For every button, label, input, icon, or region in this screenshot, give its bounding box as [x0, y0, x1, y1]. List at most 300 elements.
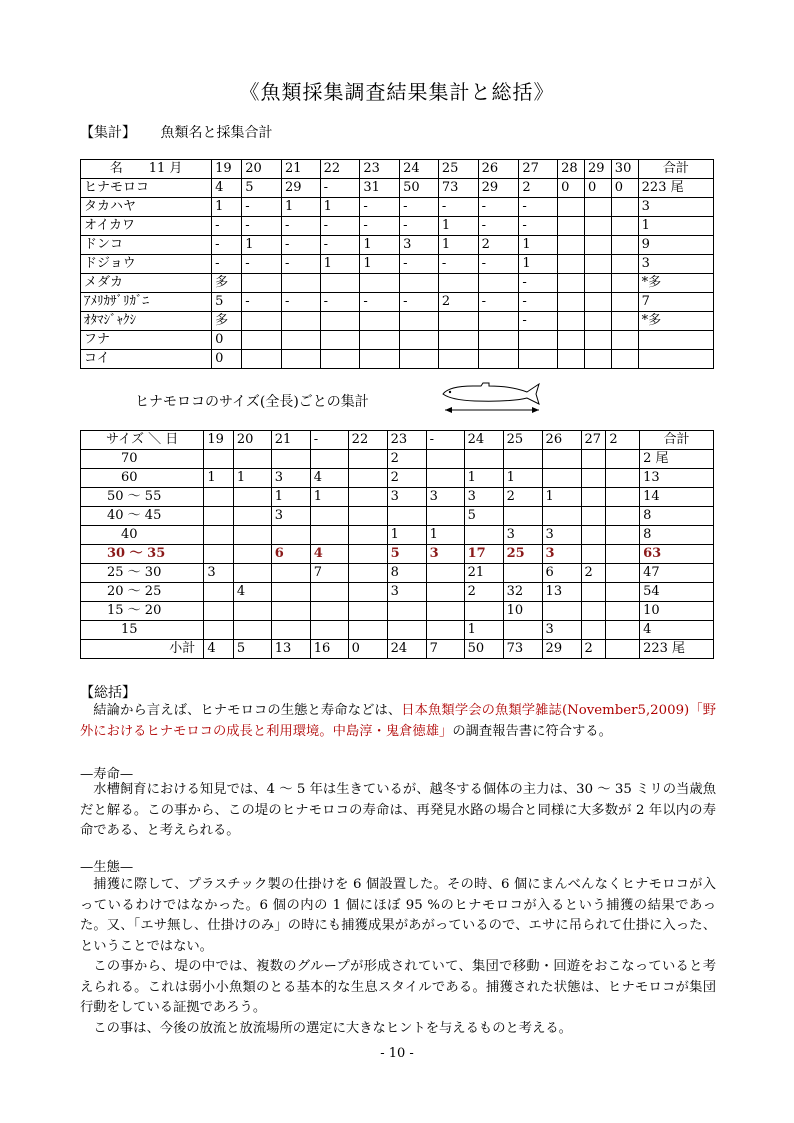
row-label-cell: ｱﾒﾘｶｻﾞﾘｶﾞﾆ [81, 293, 212, 312]
table-cell [606, 450, 640, 469]
table-cell [242, 274, 282, 293]
table-cell: - [360, 217, 400, 236]
table-cell [584, 236, 611, 255]
table-cell [503, 621, 542, 640]
section-subtitle: 魚類名と採集合計 [160, 125, 273, 141]
table-cell [426, 621, 464, 640]
header-day-cell: - [310, 431, 348, 450]
table-cell: 0 [348, 640, 387, 659]
table-cell [558, 293, 585, 312]
table-cell [606, 602, 640, 621]
table-row [81, 350, 714, 369]
table-row [81, 583, 714, 602]
table-cell [519, 331, 558, 350]
table-cell [584, 255, 611, 274]
table-cell: 0 [212, 331, 242, 350]
table-cell: 0 [558, 179, 585, 198]
table-cell: 21 [464, 564, 503, 583]
table-cell [400, 331, 439, 350]
header-day-cell: 27 [519, 160, 558, 179]
table-cell: - [478, 293, 519, 312]
table-cell: 1 [310, 488, 348, 507]
conclusion-text: 結論から言えば、ヒナモロコの生態と寿命などは、 [93, 703, 402, 718]
row-total-cell [638, 350, 713, 369]
row-label-cell: 25 ～ 30 [81, 564, 204, 583]
header-day-cell: 26 [478, 160, 519, 179]
table-cell [581, 469, 606, 488]
header-day-cell: 24 [400, 160, 439, 179]
table-cell: - [242, 293, 282, 312]
table-cell: 10 [503, 602, 542, 621]
row-label-cell: ヒナモロコ [81, 179, 212, 198]
table-row [81, 312, 714, 331]
table-cell [558, 331, 585, 350]
table-cell: 1 [503, 469, 542, 488]
table-cell [426, 564, 464, 583]
table-cell: 3 [542, 545, 581, 564]
table-cell: 1 [387, 526, 426, 545]
table-cell: 多 [212, 274, 242, 293]
table-row [81, 602, 714, 621]
table-cell [233, 488, 271, 507]
table-cell [271, 526, 310, 545]
species-catch-table [80, 159, 714, 369]
row-total-cell: 8 [640, 507, 714, 526]
table-cell [581, 583, 606, 602]
header-total-cell: 合計 [638, 160, 713, 179]
header-day-cell: 20 [233, 431, 271, 450]
table-cell [204, 583, 234, 602]
table-cell: 73 [438, 179, 478, 198]
table-row [81, 331, 714, 350]
section-heading-tally [80, 122, 292, 142]
table-cell: 3 [426, 545, 464, 564]
table-cell [581, 602, 606, 621]
row-total-cell: 223 尾 [638, 179, 713, 198]
table-cell [233, 526, 271, 545]
header-day-cell: - [426, 431, 464, 450]
table-cell: 17 [464, 545, 503, 564]
table-cell: 29 [542, 640, 581, 659]
row-label-cell: ドジョウ [81, 255, 212, 274]
table-cell [426, 583, 464, 602]
table-cell [584, 198, 611, 217]
table-cell: 2 [464, 583, 503, 602]
row-total-cell: 14 [640, 488, 714, 507]
table-cell [542, 450, 581, 469]
table-cell [503, 507, 542, 526]
header-day-cell: 25 [438, 160, 478, 179]
table-cell [204, 602, 234, 621]
table-cell [438, 274, 478, 293]
table-cell: - [519, 293, 558, 312]
lifespan-paragraph: 水槽飼育における知見では、4 ～ 5 年は生きているが、越冬する個体の主力は、30 ～ 35 ミリの当歳魚だと解る。この事から、この堤のヒナモロコの寿命は、再発見水路の場合と同様に大多数が 2 年以内の寿命である、と考えられる。 [80, 782, 716, 838]
table-cell: 1 [464, 469, 503, 488]
table-cell [606, 526, 640, 545]
table-cell: 1 [233, 469, 271, 488]
table-cell [426, 507, 464, 526]
page-title: 《魚類採集調査結果集計と総括》 [239, 80, 555, 104]
table-cell [348, 545, 387, 564]
table-cell [271, 583, 310, 602]
size-distribution-table [80, 430, 714, 659]
row-label-cell: 40 [81, 526, 204, 545]
table-cell: 31 [360, 179, 400, 198]
table-cell [584, 350, 611, 369]
table-cell [611, 331, 638, 350]
header-day-cell: 28 [558, 160, 585, 179]
table-cell [271, 564, 310, 583]
table-cell [503, 564, 542, 583]
table-cell [281, 312, 320, 331]
table-cell: 5 [464, 507, 503, 526]
table-cell [464, 526, 503, 545]
header-day-cell: 21 [281, 160, 320, 179]
table-cell: - [212, 255, 242, 274]
header-day-cell: 19 [212, 160, 242, 179]
table-cell: 1 [426, 526, 464, 545]
table-cell [387, 621, 426, 640]
table-cell: - [478, 198, 519, 217]
table-cell: 13 [271, 640, 310, 659]
table-cell: - [519, 217, 558, 236]
table-cell: 0 [212, 350, 242, 369]
table-cell [611, 198, 638, 217]
table-cell [348, 450, 387, 469]
table-cell [606, 545, 640, 564]
table-cell [558, 217, 585, 236]
table-cell: - [212, 236, 242, 255]
table-cell [233, 545, 271, 564]
table-cell: 1 [438, 236, 478, 255]
table-cell [360, 312, 400, 331]
row-total-cell: 3 [638, 198, 713, 217]
table-cell [584, 312, 611, 331]
table-cell: 1 [464, 621, 503, 640]
table-cell: 1 [360, 236, 400, 255]
row-total-cell: *多 [638, 312, 713, 331]
table-cell [464, 602, 503, 621]
table-cell [271, 602, 310, 621]
table-cell [348, 564, 387, 583]
table-cell: 2 [503, 488, 542, 507]
table-cell [204, 488, 234, 507]
section-label: 【集計】 [80, 125, 136, 141]
table-row [81, 255, 714, 274]
row-total-cell: 3 [638, 255, 713, 274]
row-label-cell: ｵﾀﾏｼﾞｬｸｼ [81, 312, 212, 331]
table-row [81, 488, 714, 507]
lifespan-heading: —寿命— [80, 767, 134, 782]
table-cell: 1 [542, 488, 581, 507]
table-header-row [81, 160, 714, 179]
table-cell [611, 312, 638, 331]
table-cell: 2 [478, 236, 519, 255]
table-cell [606, 583, 640, 602]
table-cell [426, 469, 464, 488]
table-cell: - [212, 217, 242, 236]
table-cell: 1 [212, 198, 242, 217]
table-cell [310, 621, 348, 640]
table-cell [581, 450, 606, 469]
table-cell [204, 526, 234, 545]
table-cell [606, 621, 640, 640]
table-cell: 5 [242, 179, 282, 198]
table-cell: - [519, 274, 558, 293]
table-cell [348, 488, 387, 507]
table-cell [204, 545, 234, 564]
table-cell [400, 274, 439, 293]
table-cell: 50 [464, 640, 503, 659]
row-label-cell: 70 [81, 450, 204, 469]
table-cell [606, 469, 640, 488]
table-cell: 4 [212, 179, 242, 198]
table-cell: - [320, 179, 360, 198]
table-cell: 1 [320, 198, 360, 217]
table-cell [478, 331, 519, 350]
row-total-cell: 47 [640, 564, 714, 583]
row-total-cell: 4 [640, 621, 714, 640]
table-cell: 0 [611, 179, 638, 198]
table-cell: - [400, 198, 439, 217]
table-cell [478, 312, 519, 331]
table-cell: - [281, 236, 320, 255]
table-cell [611, 350, 638, 369]
table-row [81, 217, 714, 236]
table-row [81, 545, 714, 564]
table-cell [519, 350, 558, 369]
table-cell [348, 469, 387, 488]
table-cell: 6 [542, 564, 581, 583]
table-cell [233, 564, 271, 583]
table-cell [503, 450, 542, 469]
table-cell [606, 488, 640, 507]
table-cell [320, 274, 360, 293]
table-cell: 3 [271, 507, 310, 526]
header-day-cell: 30 [611, 160, 638, 179]
table-cell [271, 450, 310, 469]
table-cell [611, 274, 638, 293]
table-cell: 2 [387, 469, 426, 488]
table-cell [584, 274, 611, 293]
table-cell [348, 602, 387, 621]
table-cell [233, 450, 271, 469]
table-cell: - [242, 198, 282, 217]
row-total-cell: 2 尾 [640, 450, 714, 469]
table-cell: 7 [426, 640, 464, 659]
table-cell: 1 [519, 255, 558, 274]
table-cell [438, 331, 478, 350]
table-row [81, 179, 714, 198]
table-cell: 8 [387, 564, 426, 583]
table-cell: 2 [581, 640, 606, 659]
row-label-cell: 60 [81, 469, 204, 488]
row-total-cell: 7 [638, 293, 713, 312]
ecology-section [80, 875, 716, 1039]
report-title: 「野外におけるヒナモロコの成長と利用環境。中島淳・鬼倉徳雄」 [80, 703, 716, 739]
table-cell [310, 450, 348, 469]
table-cell [233, 507, 271, 526]
table-cell [387, 507, 426, 526]
table-cell: 3 [426, 488, 464, 507]
table-cell: 32 [503, 583, 542, 602]
table-cell: - [519, 312, 558, 331]
table-cell [281, 350, 320, 369]
table-cell [400, 350, 439, 369]
table-cell [438, 312, 478, 331]
table-cell [204, 450, 234, 469]
table-cell: 1 [271, 488, 310, 507]
header-corner-cell: サイズ ＼ 日 [81, 431, 204, 450]
table-cell: 3 [542, 621, 581, 640]
table-cell [558, 198, 585, 217]
table-cell [320, 331, 360, 350]
table-cell: 1 [360, 255, 400, 274]
table-cell: 50 [400, 179, 439, 198]
table-cell: - [400, 255, 439, 274]
row-label-cell: 15 [81, 621, 204, 640]
row-total-cell: 1 [638, 217, 713, 236]
table-cell [558, 350, 585, 369]
row-total-cell: 9 [638, 236, 713, 255]
row-label-cell: タカハヤ [81, 198, 212, 217]
row-label-cell: 15 ～ 20 [81, 602, 204, 621]
table-cell: - [320, 293, 360, 312]
table-cell [581, 526, 606, 545]
header-day-cell: 19 [204, 431, 234, 450]
header-day-cell: 23 [387, 431, 426, 450]
table-row [81, 507, 714, 526]
row-label-cell: 20 ～ 25 [81, 583, 204, 602]
row-label-cell: ドンコ [81, 236, 212, 255]
table-cell [310, 602, 348, 621]
table-cell [242, 350, 282, 369]
journal-citation: 日本魚類学会の魚類学雑誌(November5,2009) [401, 703, 690, 718]
table-cell [558, 236, 585, 255]
table-cell: 1 [242, 236, 282, 255]
table-cell [271, 621, 310, 640]
header-day-cell: 27 [581, 431, 606, 450]
table-cell [606, 564, 640, 583]
table-cell: 1 [320, 255, 360, 274]
table-cell: - [478, 255, 519, 274]
table-cell [242, 331, 282, 350]
table-cell [584, 217, 611, 236]
table-cell [204, 507, 234, 526]
table-cell [581, 621, 606, 640]
row-label-cell: 40 ～ 45 [81, 507, 204, 526]
conclusion-text-end: の調査報告書に符合する。 [452, 723, 612, 739]
table-cell: 2 [519, 179, 558, 198]
table-cell: 2 [581, 564, 606, 583]
table-cell [348, 583, 387, 602]
table-cell [387, 602, 426, 621]
table-header-row [81, 431, 714, 450]
ecology-paragraph-2: この事から、堤の中では、複数のグループが形成されていて、集団で移動・回遊をおこなっていると考えられる。これは弱小小魚類のとる基本的な生息スタイルである。捕獲された状態は、ヒナモロコが集団行動をしている証拠であろう。 [80, 959, 716, 1015]
table-cell: 1 [519, 236, 558, 255]
table-cell: 3 [542, 526, 581, 545]
header-day-cell: 22 [320, 160, 360, 179]
table-cell: 4 [204, 640, 234, 659]
table-cell [611, 255, 638, 274]
table-cell [233, 621, 271, 640]
table-cell [426, 450, 464, 469]
row-total-cell: 223 尾 [640, 640, 714, 659]
row-total-cell: 54 [640, 583, 714, 602]
table-cell: - [360, 198, 400, 217]
table-cell [360, 274, 400, 293]
table-cell [426, 602, 464, 621]
table-cell [581, 545, 606, 564]
table-cell: - [242, 255, 282, 274]
table-cell: - [478, 217, 519, 236]
table-cell: 3 [387, 488, 426, 507]
table-cell: 3 [503, 526, 542, 545]
table-cell: 1 [204, 469, 234, 488]
table-cell [281, 331, 320, 350]
row-total-cell [638, 331, 713, 350]
table-row [81, 469, 714, 488]
row-total-cell: 10 [640, 602, 714, 621]
table-cell [320, 350, 360, 369]
table-cell [204, 621, 234, 640]
table-cell: 6 [271, 545, 310, 564]
ecology-paragraph-1: 捕獲に際して、プラスチック製の仕掛けを 6 個設置した。その時、6 個にまんべんなくヒナモロコが入っているわけではなかった。6 個の内の 1 個にほぼ 95 %のヒナモロコが入るという捕獲の結果であった。又、「エサ無し、仕掛けのみ」の時にも捕獲成果があがっているので、エサに吊られて仕掛に入った、ということではない。 [80, 877, 716, 954]
table-row [81, 236, 714, 255]
table-cell [611, 217, 638, 236]
table-cell [478, 274, 519, 293]
table-cell [348, 621, 387, 640]
table-cell: 3 [464, 488, 503, 507]
table-cell [581, 507, 606, 526]
table-cell: 0 [584, 179, 611, 198]
row-label-cell: 30 ～ 35 [81, 545, 204, 564]
table-cell [584, 331, 611, 350]
table-cell [320, 312, 360, 331]
table-row [81, 293, 714, 312]
table-row [81, 198, 714, 217]
table-cell [478, 350, 519, 369]
header-total-cell: 合計 [640, 431, 714, 450]
table-cell [558, 274, 585, 293]
table-cell: 29 [281, 179, 320, 198]
row-label-cell: フナ [81, 331, 212, 350]
table-cell: 4 [310, 545, 348, 564]
row-total-cell: *多 [638, 274, 713, 293]
table-cell [310, 583, 348, 602]
table-row [81, 640, 714, 659]
table-cell: 3 [271, 469, 310, 488]
row-total-cell: 8 [640, 526, 714, 545]
table-cell: 3 [387, 583, 426, 602]
table-cell [558, 312, 585, 331]
table-cell: 5 [212, 293, 242, 312]
page-number: - 10 - [380, 1046, 414, 1061]
row-total-cell: 13 [640, 469, 714, 488]
table-cell [310, 507, 348, 526]
table-cell [542, 469, 581, 488]
table-cell: 2 [438, 293, 478, 312]
header-day-cell: 29 [584, 160, 611, 179]
row-label-cell: 小計 [81, 640, 204, 659]
table-cell [438, 350, 478, 369]
fish-length-diagram-icon [435, 380, 547, 416]
table-cell: - [400, 293, 439, 312]
table-cell [233, 602, 271, 621]
row-total-cell: 63 [640, 545, 714, 564]
header-day-cell: 23 [360, 160, 400, 179]
table-cell: 3 [400, 236, 439, 255]
